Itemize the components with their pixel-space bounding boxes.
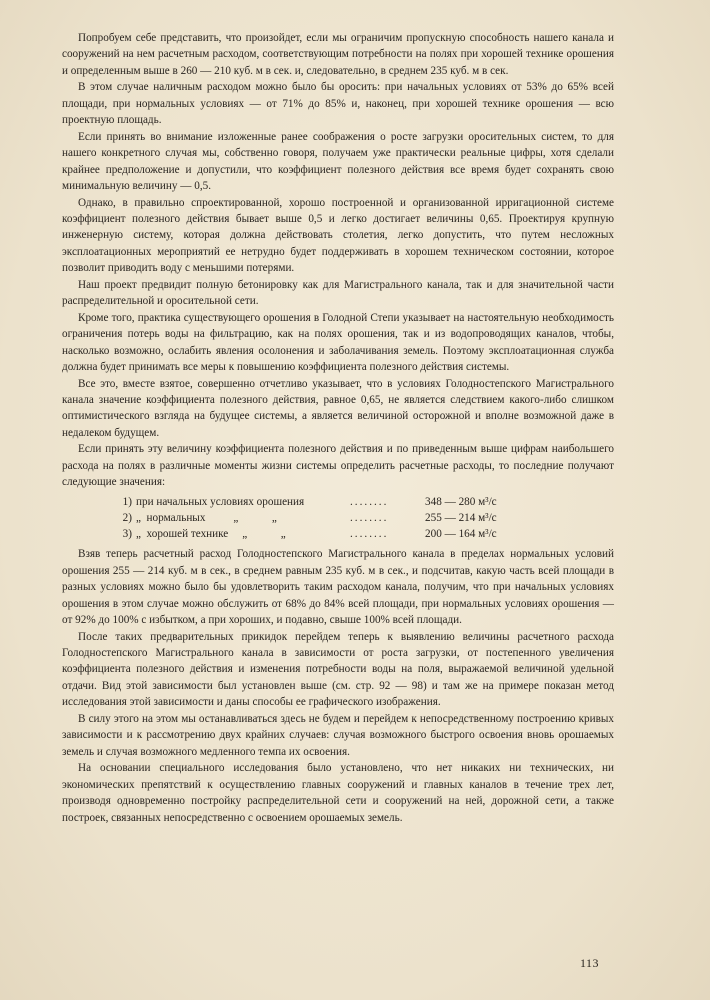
text-body: [62, 30, 614, 826]
paragraph: Если принять во внимание изложенные ранее соображения о росте загрузки оросительных систем, то для нашего конкретного случая мы, собственно говоря, получаем уже практически реальные цифры, хотя сделали крайнее предположение и допустили, что коэффициент полезного действия все время будет сохранять свою минимальную величину — 0,5.: [62, 130, 614, 193]
paragraph: После таких предварительных прикидок перейдем теперь к выявлению величины расчетного расхода Голодностепского Магистрального канала в зависимости от роста загрузки, от постепенного увеличения коэффициента полезного действия и изменения потребности воды на поля, выражаемой величиной удельной отдачи. Вид этой зависимости был установлен выше (см. стр. 92 — 98) и там же на примере показан метод исследования этой зависимости и даны способы ее графического изображения.: [62, 630, 614, 709]
list-item: [112, 526, 614, 542]
flow-rate-list: [62, 494, 614, 543]
list-item-number: 1): [122, 495, 132, 508]
list-item: [112, 510, 614, 526]
paragraph: Взяв теперь расчетный расход Голодностепского Магистрального канала в пределах нормальных условий орошения 255 — 214 куб. м в сек., в среднем равным 235 куб. м в сек., и подсчитав, какую часть всей площади в разных условиях можно было бы удовлетворить таким расходом канала, получим, что при начальных условиях орошения в этом случае можно обслужить от 68% до 84% всей площади, при нормальных условиях орошения — от 92% до 100% с избытком, а при хороших, и подавно, свыше 100% всей площади.: [62, 548, 614, 627]
list-item-number: 2): [122, 511, 132, 524]
list-item-leader: ........: [350, 528, 389, 541]
list-item-value: 255 — 214 м³/с: [425, 511, 497, 524]
paragraph: В этом случае наличным расходом можно было бы оросить: при начальных условиях от 53% до 65% всей площади, при нормальных условиях — от 71% до 85% и, наконец, при хорошей технике орошения — всю проектную площадь.: [62, 81, 614, 127]
paragraph: Наш проект предвидит полную бетонировку как для Магистрального канала, так и для значительной части распределительной и оросительной сети.: [62, 278, 614, 308]
list-item-leader: ........: [350, 511, 389, 524]
paragraph: Попробуем себе представить, что произойдет, если мы ограничим пропускную способность нашего канала и сооружений на нем расчетным расходом, соответствующим потребности на полях при хорошей технике орошения и определенным выше в 260 — 210 куб. м в сек. и, следовательно, в среднем 235 куб. м в сек.: [62, 32, 614, 77]
list-item-label: „ нормальных „ „: [136, 511, 277, 524]
list-item-label: „ хорошей технике „ „: [136, 528, 286, 541]
paragraph: Кроме того, практика существующего орошения в Голодной Степи указывает на настоятельную необходимость ограничения потерь воды на фильтрацию, как на полях орошения, так и из водопроводящих каналов, чтобы, насколько возможно, ослабить явления осолонения и заболачивания земель. Поэтому эксплоатационная служба должна будет принимать все меры к повышению коэффициента полезного действия системы.: [62, 311, 614, 374]
page-number: 113: [580, 956, 600, 970]
paragraph: Все это, вместе взятое, совершенно отчетливо указывает, что в условиях Голодностепского Магистрального канала значение коэффициента полезного действия, равное 0,65, не является следствием какого-либо слишком оптимистического взгляда на будущее системы, а является величиной осторожной и вполне возможной даже в недалеком будущем.: [62, 377, 614, 439]
list-item-number: 3): [122, 528, 132, 541]
paragraph: Однако, в правильно спроектированной, хорошо построенной и организованной ирригационной системе коэффициент полезного действия бывает выше 0,5 и легко достигает величины 0,65. Проектируя крупную инженерную систему, которая должна действовать столетия, легко допустить, что путем несложных эксплоатационных мероприятий ее нетрудно будет поддерживать в хорошем техническом состоянии, которое позволит приводить воду с меньшими потерями.: [62, 196, 614, 275]
list-item: [112, 494, 614, 510]
list-item-value: 348 — 280 м³/с: [425, 495, 497, 508]
list-item-value: 200 — 164 м³/с: [425, 528, 497, 541]
paragraph: На основании специального исследования было установлено, что нет никаких ни технических, ни экономических препятствий к осуществлению главных сооружений и главных каналов в течение трех лет, производя одновременно постройку распределительной сети и сооружений на ней, дорожной сети, а также построек, связанных непосредственно с освоением орошаемых земель.: [62, 762, 614, 824]
paragraph: В силу этого на этом мы останавливаться здесь не будем и перейдем к непосредственному построению кривых зависимости и к рассмотрению двух крайних случаев: случая возможного быстрого освоения вновь орошаемых земель и случая возможного медленного темпа их освоения.: [62, 712, 614, 758]
list-item-leader: ........: [350, 495, 389, 508]
list-item-label: при начальных условиях орошения: [136, 495, 305, 508]
paragraph: Если принять эту величину коэффициента полезного действия и по приведенным выше цифрам наибольшего расхода на полях в различные моменты жизни системы определить расчетные расходы, то последние получают следующие значения:: [62, 443, 614, 489]
